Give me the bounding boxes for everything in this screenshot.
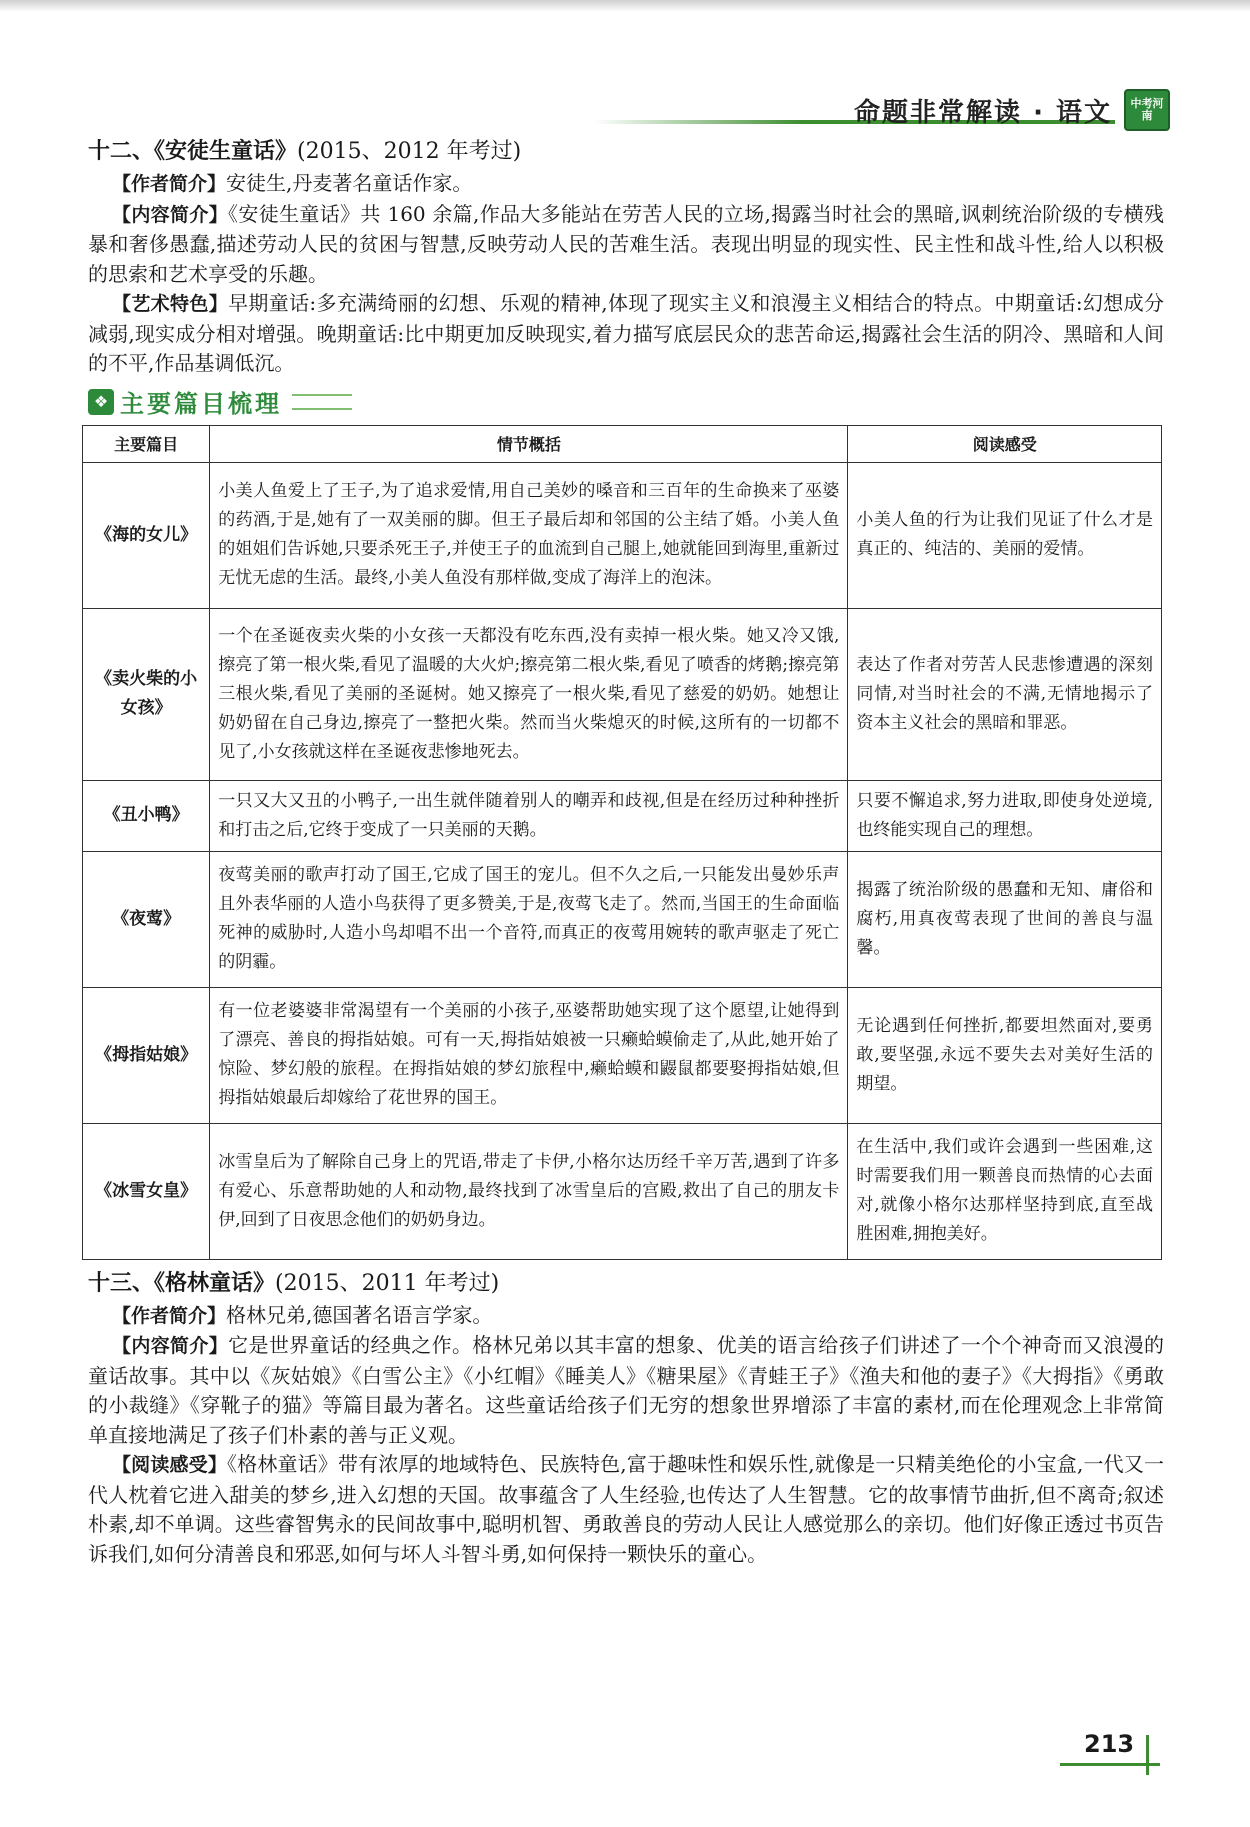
- table-row: [83, 1123, 1162, 1259]
- work-feel: 只要不懈追求,努力进取,即使身处逆境,也终能实现自己的理想。: [848, 780, 1162, 851]
- section-12-art: 【艺术特色】早期童话:多充满绮丽的幻想、乐观的精神,体现了现实主义和浪漫主义相结合的特点。中期童话:幻想成分减弱,现实成分相对增强。晚期童话:比中期更加反映现实,着力描写底层民众的悲苦命运,揭露社会生活的阴冷、黑暗和人间的不平,作品基调低沉。: [88, 291, 1164, 375]
- table-row: [83, 462, 1162, 608]
- work-feel: 揭露了统治阶级的愚蠢和无知、庸俗和腐朽,用真夜莺表现了世间的善良与温馨。: [848, 851, 1162, 987]
- section-12-title: 十二、《安徒生童话》(2015、2012 年考过): [88, 138, 522, 164]
- work-plot: 有一位老婆婆非常渴望有一个美丽的小孩子,巫婆帮助她实现了这个愿望,让她得到了漂亮、善良的拇指姑娘。可有一天,拇指姑娘被一只癞蛤蟆偷走了,从此,她开始了惊险、梦幻般的旅程。在拇指姑娘的梦幻旅程中,癞蛤蟆和鼹鼠都要娶拇指姑娘,但拇指姑娘最后却嫁给了花世界的国王。: [210, 987, 848, 1123]
- work-title: 《卖火柴的小女孩》: [83, 608, 210, 780]
- author-tag: 【作者简介】: [112, 1304, 227, 1327]
- header-title: 命题非常解读 · 语文: [854, 97, 1112, 128]
- work-plot: 夜莺美丽的歌声打动了国王,它成了国王的宠儿。但不久之后,一只能发出曼妙乐声且外表华丽的人造小鸟获得了更多赞美,于是,夜莺飞走了。然而,当国王的生命面临死神的威胁时,人造小鸟却唱不出一个音符,而真正的夜莺用婉转的歌声驱走了死亡的阴霾。: [210, 851, 848, 987]
- section-13-title: 十三、《格林童话》(2015、2011 年考过): [88, 1269, 500, 1296]
- book-icon: ❖: [88, 389, 114, 415]
- section-12-years: (2015、2012 年考过): [297, 139, 522, 164]
- table-header-row: [83, 425, 1162, 462]
- section-13-years: (2015、2011 年考过): [275, 1270, 500, 1296]
- section-13-content: 【内容简介】它是世界童话的经典之作。格林兄弟以其丰富的想象、优美的语言给孩子们讲述了一个个神奇而又浪漫的童话故事。其中以《灰姑娘》《白雪公主》《小红帽》《睡美人》《糖果屋》《青蛙王子》《渔夫和他的妻子》《大拇指》《勇敢的小裁缝》《穿靴子的猫》等篇目最为著名。这些童话给孩子们无穷的想象世界增添了丰富的素材,而在伦理观念上非常简单直接地满足了孩子们朴素的善与正义观。: [88, 1333, 1164, 1447]
- section-12-author: 【作者简介】安徒生,丹麦著名童话作家。: [112, 171, 473, 195]
- work-title: 《冰雪女皇》: [83, 1123, 210, 1259]
- page-number-rule: [1060, 1763, 1160, 1766]
- scan-edge: [0, 0, 1250, 12]
- header-plot-col: 情节概括: [210, 425, 848, 462]
- work-plot: 冰雪皇后为了解除自己身上的咒语,带走了卡伊,小格尔达历经千辛万苦,遇到了许多有爱心、乐意帮助她的人和动物,最终找到了冰雪皇后的宫殿,救出了自己的朋友卡伊,回到了日夜思念他们的奶奶身边。: [210, 1123, 848, 1259]
- work-title: 《夜莺》: [83, 851, 210, 987]
- section-12-content: 【内容简介】《安徒生童话》共 160 余篇,作品大多能站在劳苦人民的立场,揭露当时社会的黑暗,讽刺统治阶级的专横残暴和奢侈愚蠢,描述劳动人民的贫困与智慧,反映劳动人民的苦难生活。表现出明显的现实性、民主性和战斗性,给人以积极的思索和艺术享受的乐趣。: [88, 201, 1164, 286]
- works-table: [82, 425, 1162, 1260]
- work-feel: 表达了作者对劳苦人民悲惨遭遇的深刻同情,对当时社会的不满,无情地揭示了资本主义社会的黑暗和罪恶。: [848, 608, 1162, 780]
- header-feel-col: 阅读感受: [848, 425, 1162, 462]
- work-title: 《海的女儿》: [83, 462, 210, 608]
- work-feel: 无论遇到任何挫折,都要坦然面对,要勇敢,要坚强,永远不要失去对美好生活的期望。: [848, 987, 1162, 1123]
- page-number: 213: [1084, 1730, 1135, 1758]
- work-title: 《丑小鸭》: [83, 780, 210, 851]
- work-feel: 在生活中,我们或许会遇到一些困难,这时需要我们用一颗善良而热情的心去面对,就像小格尔达那样坚持到底,直至战胜困难,拥抱美好。: [848, 1123, 1162, 1259]
- heading-decoration: [292, 394, 352, 410]
- running-header: [854, 88, 1170, 132]
- work-plot: 小美人鱼爱上了王子,为了追求爱情,用自己美妙的嗓音和三百年的生命换来了巫婆的药酒,于是,她有了一双美丽的脚。但王子最后却和邻国的公主结了婚。小美人鱼的姐姐们告诉她,只要杀死王子,并使王子的血流到自己腿上,她就能回到海里,重新过无忧无虑的生活。最终,小美人鱼没有那样做,变成了海洋上的泡沫。: [210, 462, 848, 608]
- work-plot: 一只又大又丑的小鸭子,一出生就伴随着别人的嘲弄和歧视,但是在经历过种种挫折和打击之后,它终于变成了一只美丽的天鹅。: [210, 780, 848, 851]
- subsection-heading: [88, 387, 1164, 417]
- work-title: 《拇指姑娘》: [83, 987, 210, 1123]
- subsection-title: 主要篇目梳理: [120, 390, 282, 418]
- section-13-reading: 【阅读感受】《格林童话》带有浓厚的地域特色、民族特色,富于趣味性和娱乐性,就像是一只精美绝伦的小宝盒,一代又一代人枕着它进入甜美的梦乡,进入幻想的天国。故事蕴含了人生经验,也传达了人生智慧。它的故事情节曲折,但不离奇;叙述朴素,却不单调。这些睿智隽永的民间故事中,聪明机智、勇敢善良的劳动人民让人感觉那么的亲切。他们好像正透过书页告诉我们,如何分清善良和邪恶,如何与坏人斗智斗勇,如何保持一颗快乐的童心。: [88, 1452, 1164, 1566]
- table-row: [83, 780, 1162, 851]
- content-tag: 【内容简介】: [112, 1335, 229, 1357]
- table-row: [83, 851, 1162, 987]
- content-tag: 【内容简介】: [112, 203, 229, 226]
- work-feel: 小美人鱼的行为让我们见证了什么才是真正的、纯洁的、美丽的爱情。: [848, 462, 1162, 608]
- table-row: [83, 987, 1162, 1123]
- reading-tag: 【阅读感受】: [112, 1454, 227, 1476]
- table-row: [83, 608, 1162, 780]
- work-plot: 一个在圣诞夜卖火柴的小女孩一天都没有吃东西,没有卖掉一根火柴。她又冷又饿,擦亮了第一根火柴,看见了温暖的大火炉;擦亮第二根火柴,看见了喷香的烤鹅;擦亮第三根火柴,看见了美丽的圣诞树。她又擦亮了一根火柴,看见了慈爱的奶奶。她想让奶奶留在自己身边,擦亮了一整把火柴。然而当火柴熄灭的时候,这所有的一切都不见了,小女孩就这样在圣诞夜悲惨地死去。: [210, 608, 848, 780]
- main-content: [88, 134, 1164, 1569]
- page-number-tick: [1146, 1735, 1149, 1775]
- section-13-author: 【作者简介】格林兄弟,德国著名语言学家。: [112, 1302, 493, 1327]
- header-badge-logo: 中考河南: [1124, 89, 1170, 131]
- author-tag: 【作者简介】: [112, 173, 227, 195]
- art-tag: 【艺术特色】: [112, 293, 229, 315]
- header-title-col: 主要篇目: [83, 425, 210, 462]
